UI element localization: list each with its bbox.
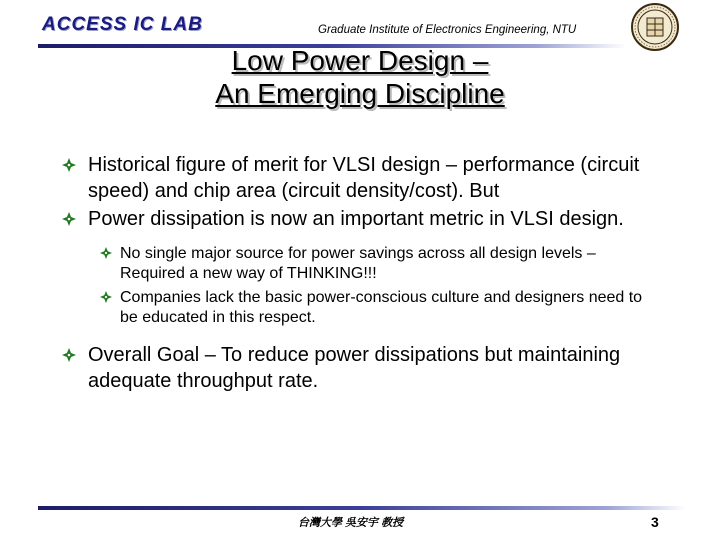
bullet-text-3: Overall Goal – To reduce power dissipations but maintaining adequate throughput rate. — [88, 344, 621, 392]
page-number: 3 — [651, 514, 659, 530]
diamond-bullet-icon — [62, 212, 76, 226]
sub-bullet-item — [100, 244, 662, 283]
diamond-bullet-icon — [62, 348, 76, 362]
university-seal-icon — [630, 2, 680, 52]
slide-title — [150, 44, 570, 110]
slide-body — [62, 152, 662, 396]
bullet-item — [62, 206, 662, 232]
footer-author: 台灣大學 吳安宇 教授 — [298, 517, 404, 529]
bullet-item — [62, 342, 662, 394]
diamond-bullet-icon — [100, 291, 112, 303]
title-line-2: An Emerging Discipline — [215, 78, 505, 109]
diamond-bullet-icon — [62, 158, 76, 172]
bullet-text-2: Power dissipation is now an important metric in VLSI design. — [88, 208, 624, 230]
lab-name: ACCESS IC LAB — [42, 14, 203, 35]
title-line-1: Low Power Design – — [231, 45, 489, 76]
institute-name: Graduate Institute of Electronics Engineering, NTU — [318, 24, 577, 36]
sub-bullet-item — [100, 288, 662, 327]
bullet-text-1: Historical figure of merit for VLSI design – performance (circuit speed) and chip area (circuit density/cost). But — [88, 154, 640, 202]
diamond-bullet-icon — [100, 247, 112, 259]
footer-divider — [38, 506, 686, 510]
sub-bullet-text-1: No single major source for power savings across all design levels – Required a new way of THINKING!!! — [120, 245, 596, 282]
sub-bullet-text-2: Companies lack the basic power-conscious culture and designers need to be educated in this respect. — [120, 289, 643, 326]
bullet-item — [62, 152, 662, 204]
